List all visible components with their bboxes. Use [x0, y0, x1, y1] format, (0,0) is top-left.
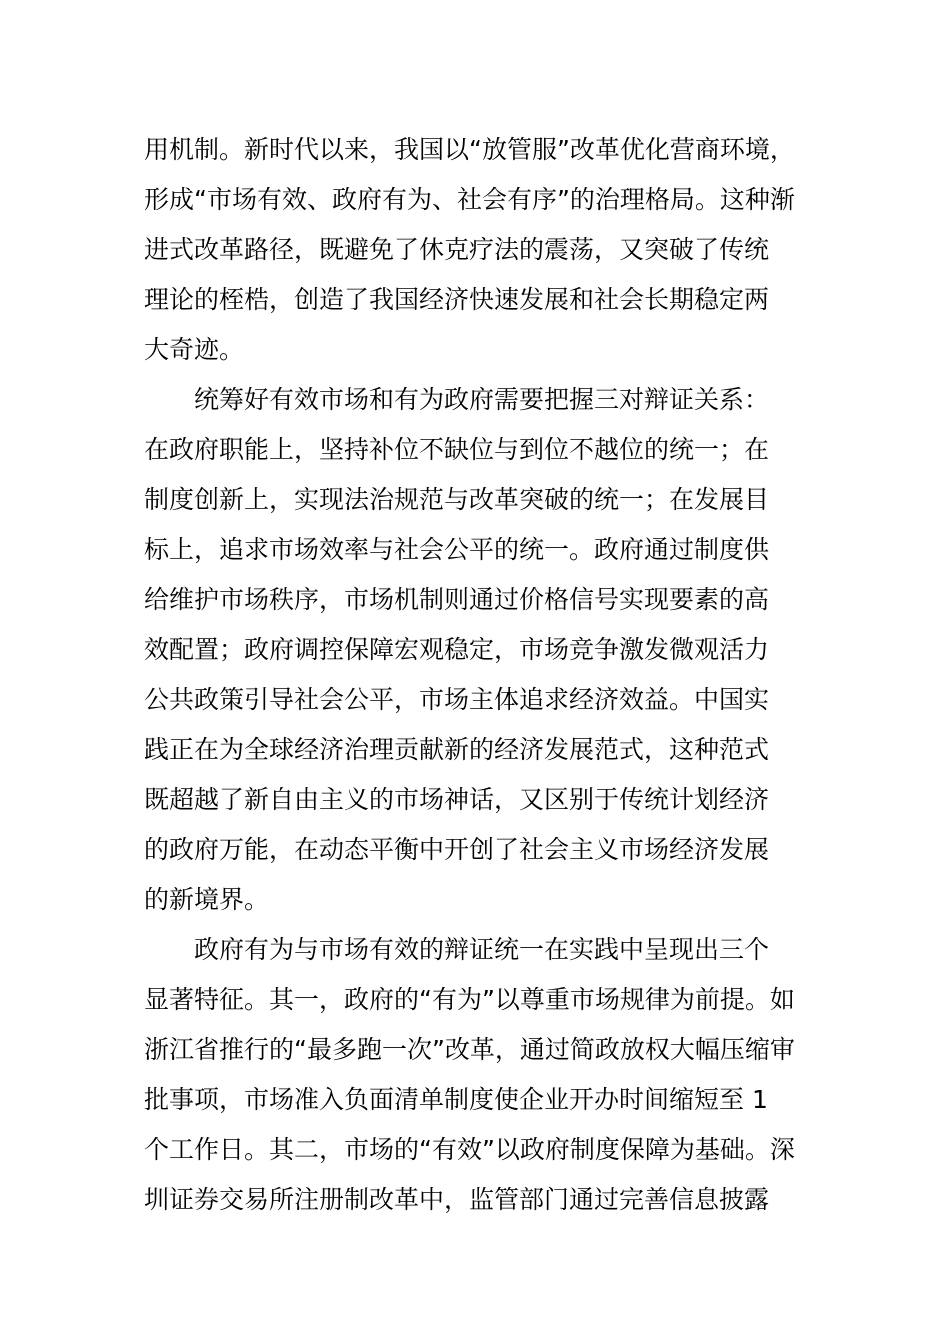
text-line: 公共政策引导社会公平，市场主体追求经济效益。中国实: [144, 685, 770, 714]
text-line: 进式改革路径，既避免了休克疗法的震荡，又突破了传统: [144, 235, 770, 264]
text-line: 批事项，市场准入负面清单制度使企业开办时间缩短至 1: [144, 1085, 768, 1114]
text-line: 大奇迹。: [144, 335, 245, 364]
text-line: 理论的桎梏，创造了我国经济快速发展和社会长期稳定两: [144, 285, 770, 314]
text-line: 效配置；政府调控保障宏观稳定，市场竞争激发微观活力: [144, 635, 770, 664]
text-line: 在政府职能上，坚持补位不缺位与到位不越位的统一；在: [144, 435, 770, 464]
text-line: 形成“市场有效、政府有为、社会有序”的治理格局。这种渐: [144, 185, 795, 214]
text-line: 政府有为与市场有效的辩证统一在实践中呈现出三个: [194, 935, 770, 964]
text-line: 显著特征。其一，政府的“有为”以尊重市场规律为前提。如: [144, 985, 795, 1014]
text-line: 统筹好有效市场和有为政府需要把握三对辩证关系：: [194, 385, 770, 414]
text-line: 的新境界。: [144, 885, 270, 914]
text-line: 浙江省推行的“最多跑一次”改革，通过简政放权大幅压缩审: [144, 1035, 795, 1064]
text-line: 制度创新上，实现法治规范与改革突破的统一；在发展目: [144, 485, 770, 514]
text-line: 的政府万能，在动态平衡中开创了社会主义市场经济发展: [144, 835, 770, 864]
text-line: 给维护市场秩序，市场机制则通过价格信号实现要素的高: [144, 585, 770, 614]
text-line: 用机制。新时代以来，我国以“放管服”改革优化营商环境，: [144, 135, 795, 164]
text-line: 践正在为全球经济治理贡献新的经济发展范式，这种范式: [144, 735, 770, 764]
text-line: 既超越了新自由主义的市场神话，又区别于传统计划经济: [144, 785, 770, 814]
text-line: 标上，追求市场效率与社会公平的统一。政府通过制度供: [144, 535, 770, 564]
text-line: 圳证券交易所注册制改革中，监管部门通过完善信息披露: [144, 1185, 770, 1214]
text-line: 个工作日。其二，市场的“有效”以政府制度保障为基础。深: [144, 1135, 795, 1164]
